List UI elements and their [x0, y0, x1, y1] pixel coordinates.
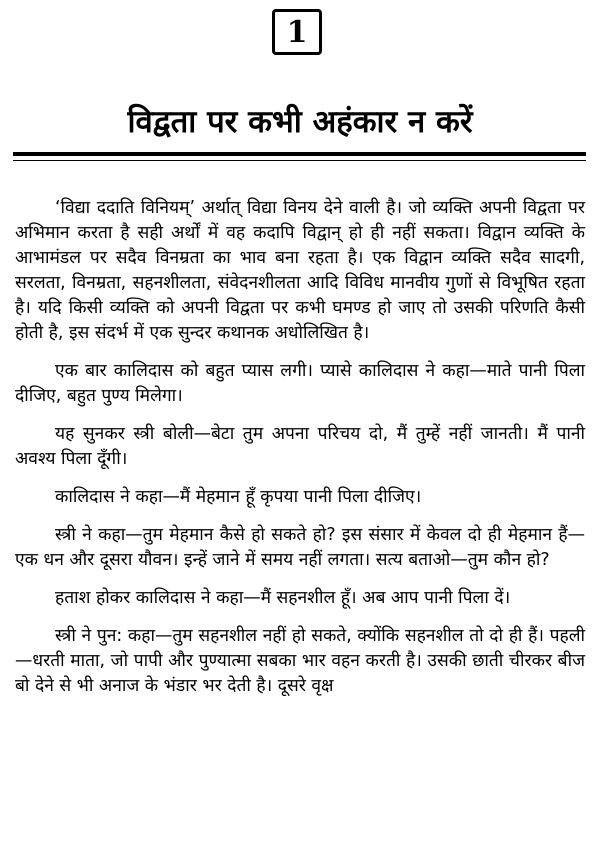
title-rule-thick [13, 152, 586, 156]
chapter-number: 1 [286, 14, 308, 50]
title-rule-thin [13, 160, 586, 161]
paragraph: स्त्री ने कहा—तुम मेहमान कैसे हो सकते हो? इस संसार में केवल दो ही मेहमान हैं—एक धन और दूसरा यौवन। इन्हें जाने में समय नहीं लगता। सत्य बताओ—तुम कौन हो? [15, 525, 585, 570]
chapter-title: विद्वता पर कभी अहंकार न करें [127, 104, 473, 140]
paragraph: हताश होकर कालिदास ने कहा—मैं सहनशील हूँ। अब आप पानी पिला दें। [55, 588, 511, 608]
body-text [15, 196, 585, 699]
paragraph: कालिदास ने कहा—मैं मेहमान हूँ कृपया पानी पिला दीजिए। [55, 487, 422, 507]
chapter-number-box [272, 9, 322, 55]
paragraph: स्त्री ने पुन: कहा—तुम सहनशील नहीं हो सकते, क्योंकि सहनशील तो दो ही हैं। पहली—धरती माता, जो पापी और पुण्यात्मा सबका भार वहन करती है। उसकी छाती चीरकर बीज बो देने से भी अनाज के भंडार भर देती है। दूसरे वृक्ष [15, 626, 585, 696]
paragraph: ‘विद्या ददाति विनियम्’ अर्थात् विद्या विनय देने वाली है। जो व्यक्ति अपनी विद्वता पर अभिमान करता है सही अर्थों में वह कदापि विद्वान् हो ही नहीं सकता। विद्वान व्यक्ति के आभामंडल पर सदैव विनम्रता का भाव बना रहता है। एक विद्वान व्यक्ति सदैव सादगी, सरलता, विनम्रता, सहनशीलता, संवेदनशीलता आदि विविध मानवीय गुणों से विभूषित रहता है। यदि किसी व्यक्ति को अपनी विद्वता पर कभी घमण्ड हो जाए तो उसकी परिणति कैसी होती है, इस संदर्भ में एक सुन्दर कथानक अधोलिखित है। [15, 198, 585, 343]
paragraph: यह सुनकर स्त्री बोली—बेटा तुम अपना परिचय दो, मैं तुम्हें नहीं जानती। मैं पानी अवश्य पिला दूँगी। [15, 424, 585, 469]
paragraph: एक बार कालिदास को बहुत प्यास लगी। प्यासे कालिदास ने कहा—माते पानी पिला दीजिए, बहुत पुण्य मिलेगा। [15, 361, 585, 406]
